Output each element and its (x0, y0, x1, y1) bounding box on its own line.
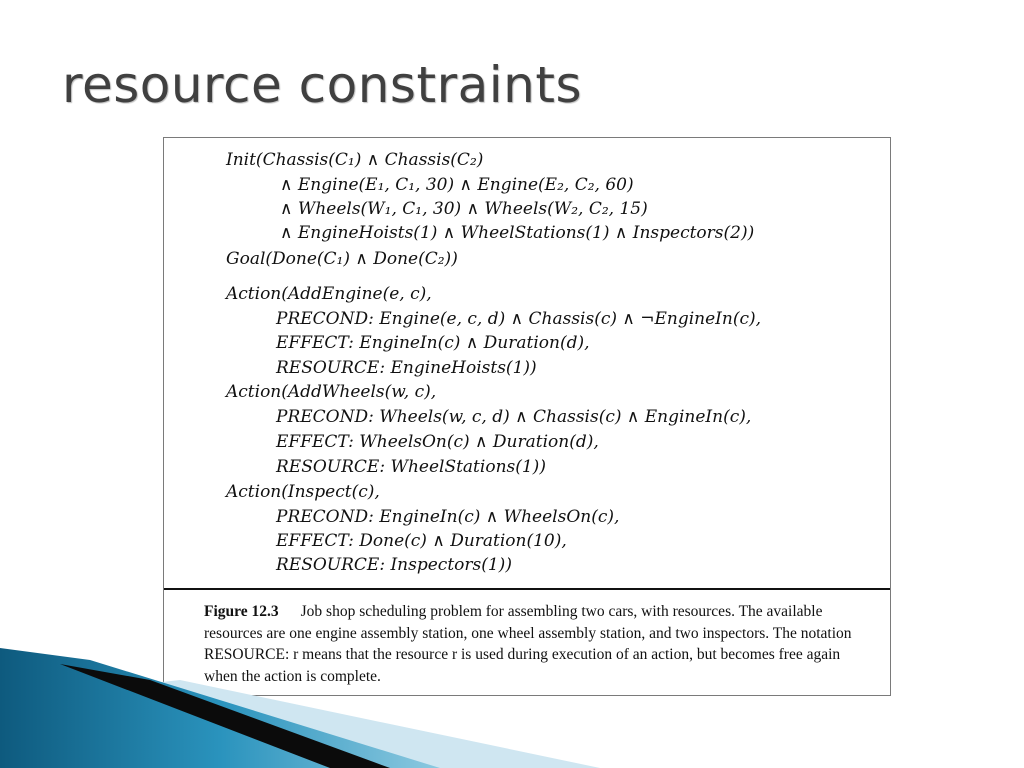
code-line-resource: RESOURCE: Inspectors(1)) (276, 555, 512, 575)
code-line-precond: PRECOND: EngineIn(c) ∧ WheelsOn(c), (276, 507, 620, 527)
code-line-effect: EFFECT: Done(c) ∧ Duration(10), (276, 531, 567, 551)
code-line-action-addengine: Action(AddEngine(e, c), (226, 284, 432, 304)
code-line-precond: PRECOND: Wheels(w, c, d) ∧ Chassis(c) ∧ EngineIn(c), (276, 407, 752, 427)
code-line-effect: EFFECT: WheelsOn(c) ∧ Duration(d), (276, 432, 599, 452)
code-line-engines: ∧ Engine(E₁, C₁, 30) ∧ Engine(E₂, C₂, 60) (280, 175, 634, 195)
slide-title: resource constraints (62, 56, 583, 114)
code-line-resources: ∧ EngineHoists(1) ∧ WheelStations(1) ∧ Inspectors(2)) (280, 223, 755, 243)
code-line-resource: RESOURCE: EngineHoists(1)) (276, 358, 537, 378)
code-line-precond: PRECOND: Engine(e, c, d) ∧ Chassis(c) ∧ ¬EngineIn(c), (276, 309, 762, 329)
code-line-effect: EFFECT: EngineIn(c) ∧ Duration(d), (276, 333, 590, 353)
code-line-action-addwheels: Action(AddWheels(w, c), (226, 382, 437, 402)
code-line-goal: Goal(Done(C₁) ∧ Done(C₂)) (226, 249, 458, 269)
caption-text: Job shop scheduling problem for assembling two cars, with resources. The available resources are one engine assembly station, one wheel assembly station, and two inspectors. The notation RESOURCE: r means that the resource r is used during execution of an action, but becomes free again when the action is complete. (204, 603, 852, 685)
code-line-init: Init(Chassis(C₁) ∧ Chassis(C₂) (226, 150, 484, 170)
code-line-resource: RESOURCE: WheelStations(1)) (276, 457, 546, 477)
code-line-wheels: ∧ Wheels(W₁, C₁, 30) ∧ Wheels(W₂, C₂, 15) (280, 199, 648, 219)
code-line-action-inspect: Action(Inspect(c), (226, 482, 380, 502)
caption-label: Figure 12.3 (204, 603, 279, 620)
